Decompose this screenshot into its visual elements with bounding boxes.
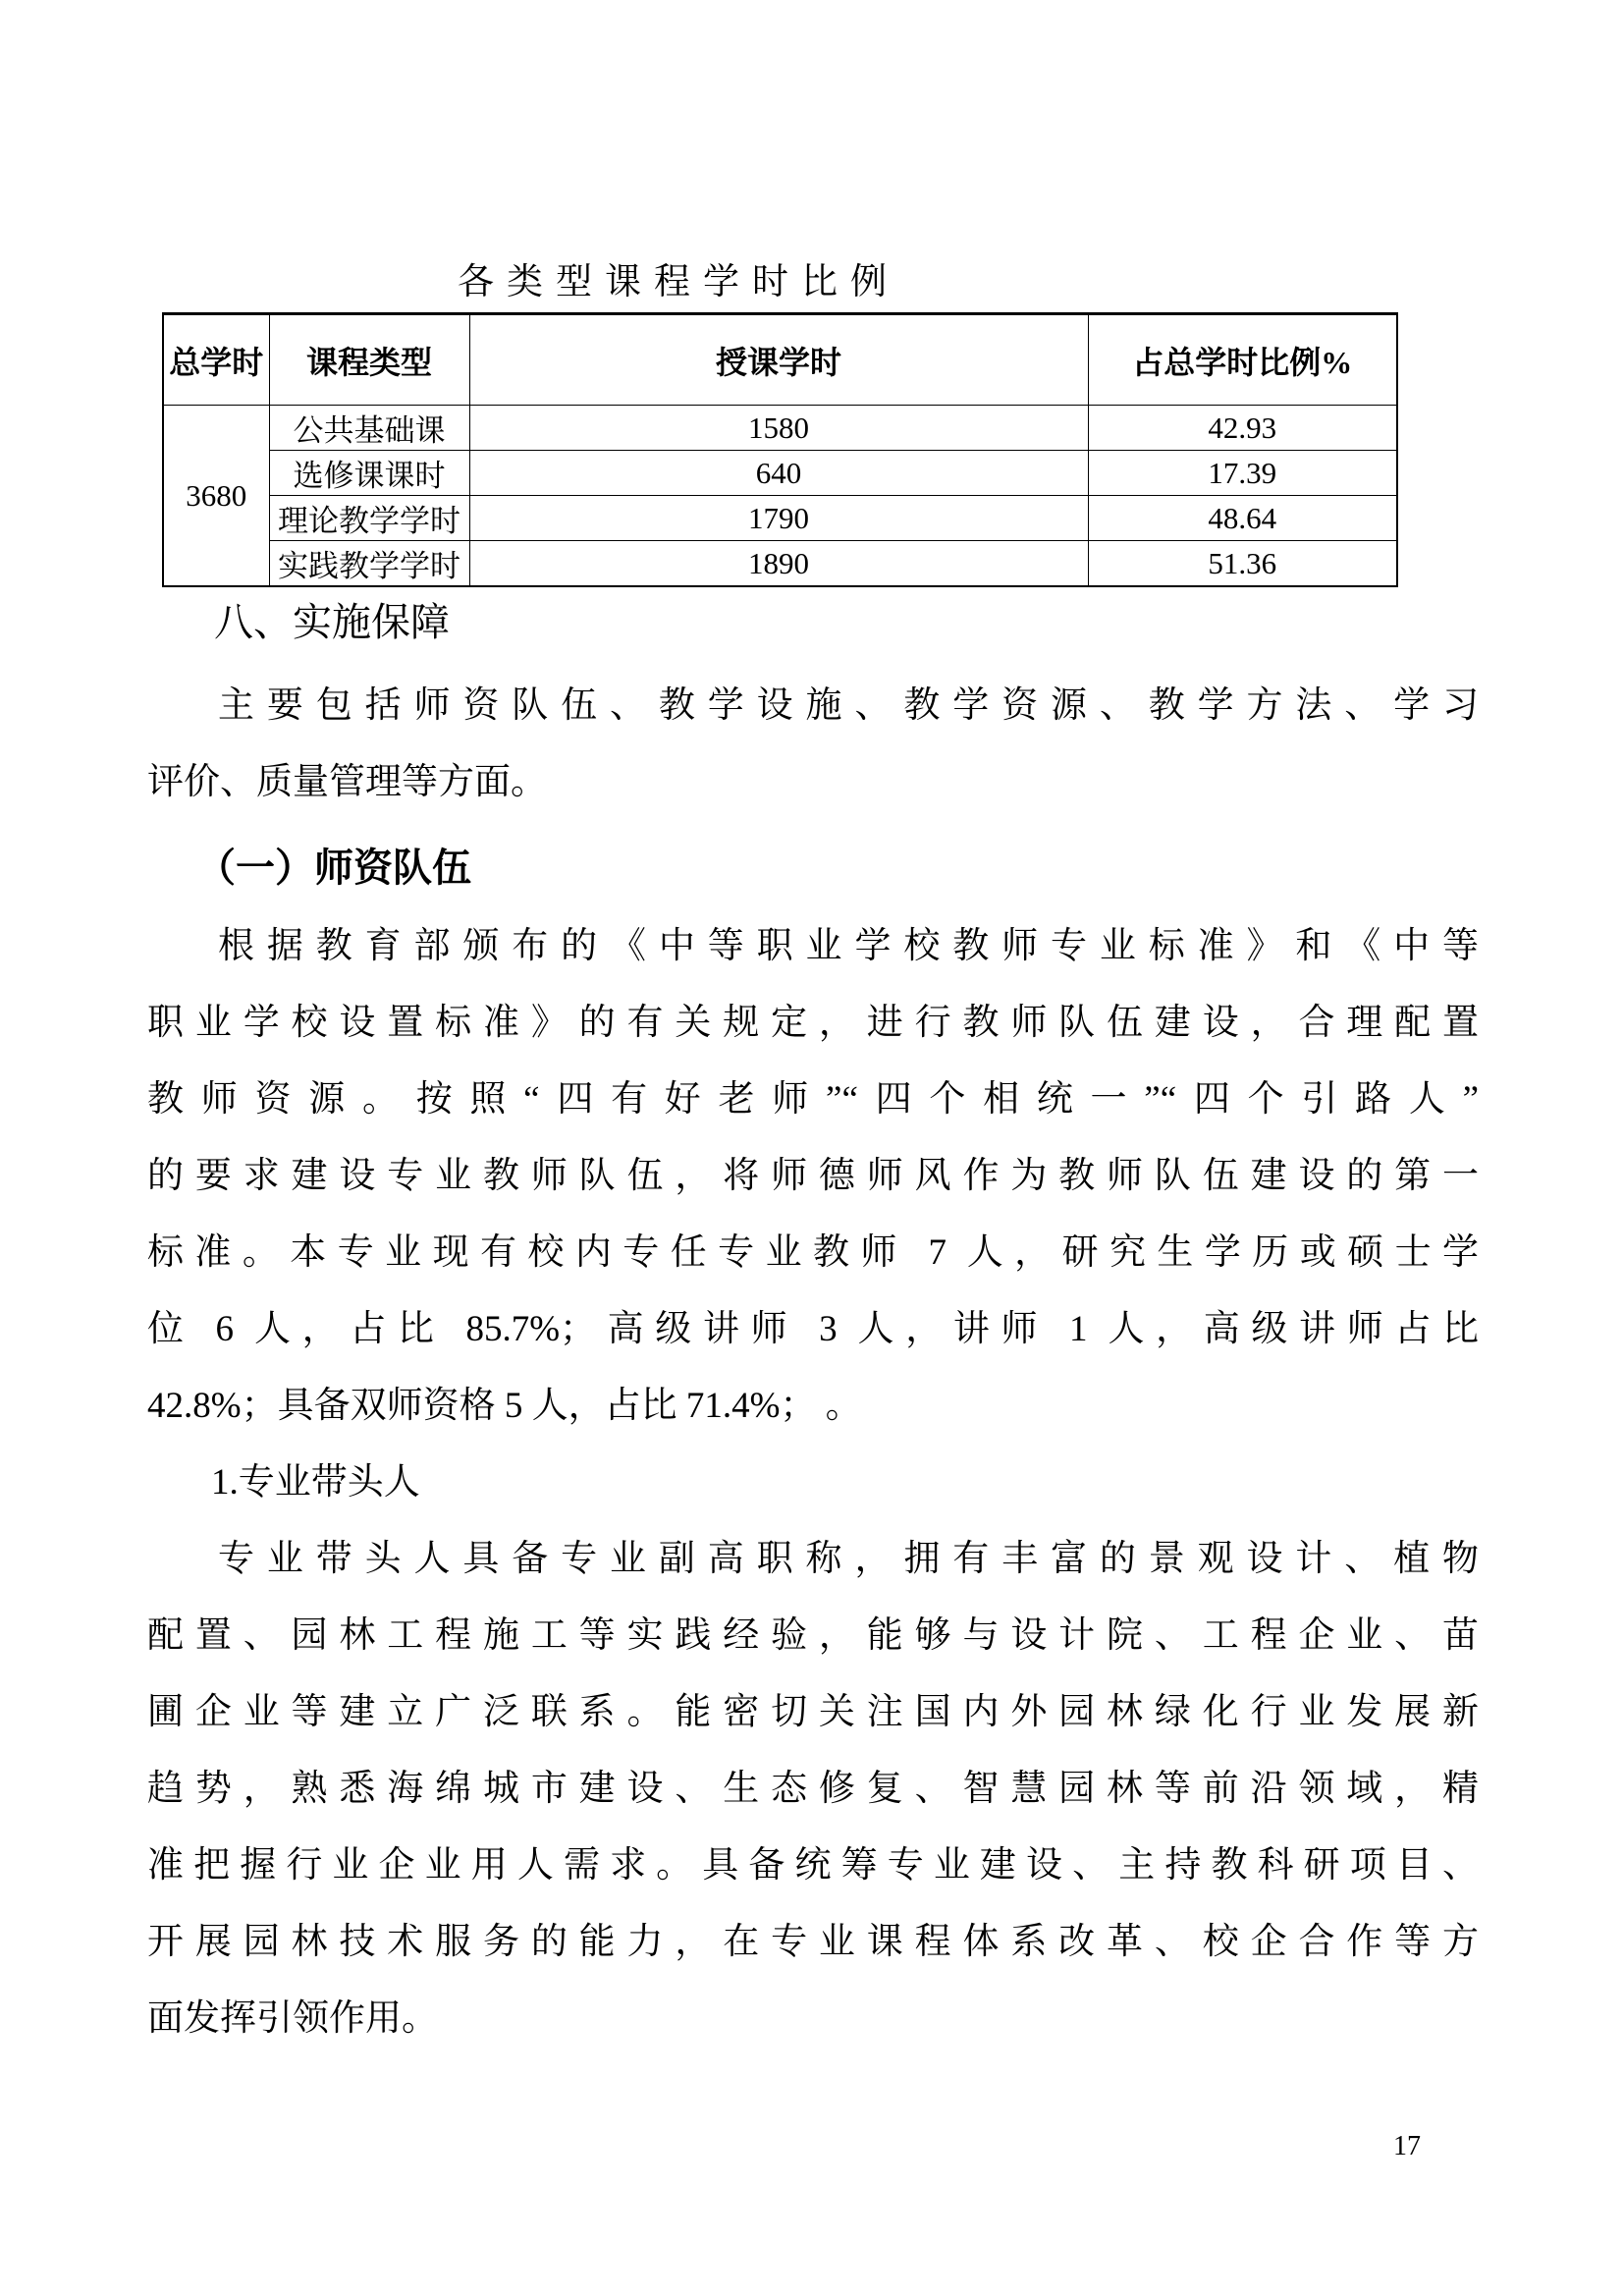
course-type-cell: 公共基础课 xyxy=(269,406,469,451)
table-row xyxy=(163,406,1397,451)
text-line: 位 6 人，占比 85.7%；高级讲师 3 人，讲师 1 人，高级讲师占比 xyxy=(147,1309,1479,1349)
hours-cell: 1890 xyxy=(469,541,1088,587)
table-row xyxy=(163,451,1397,496)
header-course-type: 课程类型 xyxy=(269,314,469,406)
text-line: 的要求建设专业教师队伍，将师德师风作为教师队伍建设的第一 xyxy=(147,1156,1479,1196)
text-line: 根据教育部颁布的《中等职业学校教师专业标准》和《中等 xyxy=(218,926,1479,966)
hours-cell: 640 xyxy=(469,451,1088,496)
table-title: 各类型课程学时比例 xyxy=(458,262,899,302)
text-line: 评价、质量管理等方面。 xyxy=(147,762,547,802)
page-number: 17 xyxy=(1393,2131,1421,2161)
table-row xyxy=(163,496,1397,541)
text-line: 准把握行业企业用人需求。具备统筹专业建设、主持教科研项目、 xyxy=(147,1845,1479,1886)
percent-cell: 17.39 xyxy=(1088,451,1397,496)
text-line: 圃企业等建立广泛联系。能密切关注国内外园林绿化行业发展新 xyxy=(147,1692,1479,1732)
course-type-cell: 选修课课时 xyxy=(269,451,469,496)
percent-cell: 51.36 xyxy=(1088,541,1397,587)
paragraph-faculty xyxy=(147,908,1479,1445)
paragraph-overview xyxy=(147,668,1479,821)
header-total-hours: 总学时 xyxy=(163,314,269,406)
text-line: 主要包括师资队伍、教学设施、教学资源、教学方法、学习 xyxy=(218,685,1479,726)
course-type-cell: 理论教学学时 xyxy=(269,496,469,541)
header-percent: 占总学时比例% xyxy=(1088,314,1397,406)
text-line: 开展园林技术服务的能力，在专业课程体系改革、校企合作等方 xyxy=(147,1922,1479,1962)
text-line: 42.8%；具备双师资格 5 人，占比 71.4%； 。 xyxy=(147,1386,862,1426)
text-line: 趋势，熟悉海绵城市建设、生态修复、智慧园林等前沿领域，精 xyxy=(147,1769,1479,1809)
percent-cell: 42.93 xyxy=(1088,406,1397,451)
text-line: 专业带头人具备专业副高职称，拥有丰富的景观设计、植物 xyxy=(218,1539,1479,1579)
percent-cell: 48.64 xyxy=(1088,496,1397,541)
hours-cell: 1790 xyxy=(469,496,1088,541)
paragraph-program-leader xyxy=(147,1521,1479,2057)
header-teaching-hours: 授课学时 xyxy=(469,314,1088,406)
course-type-cell: 实践教学学时 xyxy=(269,541,469,587)
text-line: 面发挥引领作用。 xyxy=(147,1998,438,2039)
text-line: 教师资源。按照“四有好老师”“四个相统一”“四个引路人” xyxy=(147,1079,1479,1120)
subheading-program-leader: 1.专业带头人 xyxy=(211,1462,420,1503)
text-line: 职业学校设置标准》的有关规定，进行教师队伍建设，合理配置 xyxy=(147,1003,1479,1043)
table-header-row xyxy=(163,314,1397,406)
hours-cell: 1580 xyxy=(469,406,1088,451)
course-hours-table xyxy=(162,312,1398,587)
total-hours-cell: 3680 xyxy=(163,406,269,587)
subsection-heading-faculty: （一）师资队伍 xyxy=(196,846,471,890)
section-heading-implementation-support: 八、实施保障 xyxy=(214,600,450,644)
text-line: 配置、园林工程施工等实践经验，能够与设计院、工程企业、苗 xyxy=(147,1615,1479,1656)
table-row xyxy=(163,541,1397,587)
text-line: 标准。本专业现有校内专任专业教师 7 人，研究生学历或硕士学 xyxy=(147,1232,1479,1273)
